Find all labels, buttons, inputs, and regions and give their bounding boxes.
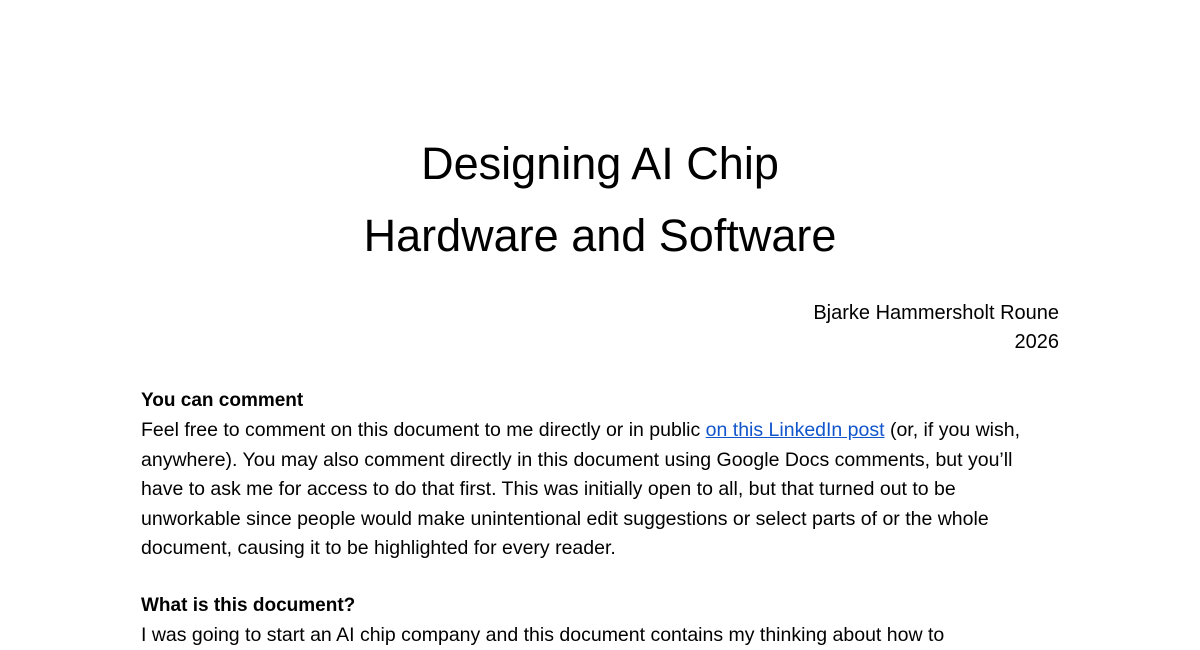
section-body-what-is-this: I was going to start an AI chip company and this document contains my thinking about how to [141, 621, 1059, 650]
section-body-comment [141, 416, 1059, 564]
title-block [141, 0, 1059, 272]
byline [141, 299, 1059, 357]
section-what-is-this-document [141, 592, 1059, 650]
publication-year: 2026 [141, 328, 1059, 357]
section-heading-what-is-this: What is this document? [141, 592, 1059, 620]
section-heading-comment: You can comment [141, 387, 1059, 415]
page-title-line-2: Hardware and Software [141, 200, 1059, 272]
author-name: Bjarke Hammersholt Roune [141, 299, 1059, 328]
section-you-can-comment [141, 387, 1059, 564]
linkedin-post-link[interactable]: on this LinkedIn post [706, 419, 885, 441]
comment-text-before-link: Feel free to comment on this document to me directly or in public [141, 419, 706, 441]
page-title-line-1: Designing AI Chip [141, 128, 1059, 200]
comment-text-after-link: (or, if you wish, anywhere). You may also comment directly in this document using Google Docs comments, but you’ll have to ask me for access to do that first. This was initially open to all, but that turned out to be unworkable since people would make unintentional edit suggestions or select parts of or the whole document, causing it to be highlighted for every reader. [141, 419, 1020, 559]
